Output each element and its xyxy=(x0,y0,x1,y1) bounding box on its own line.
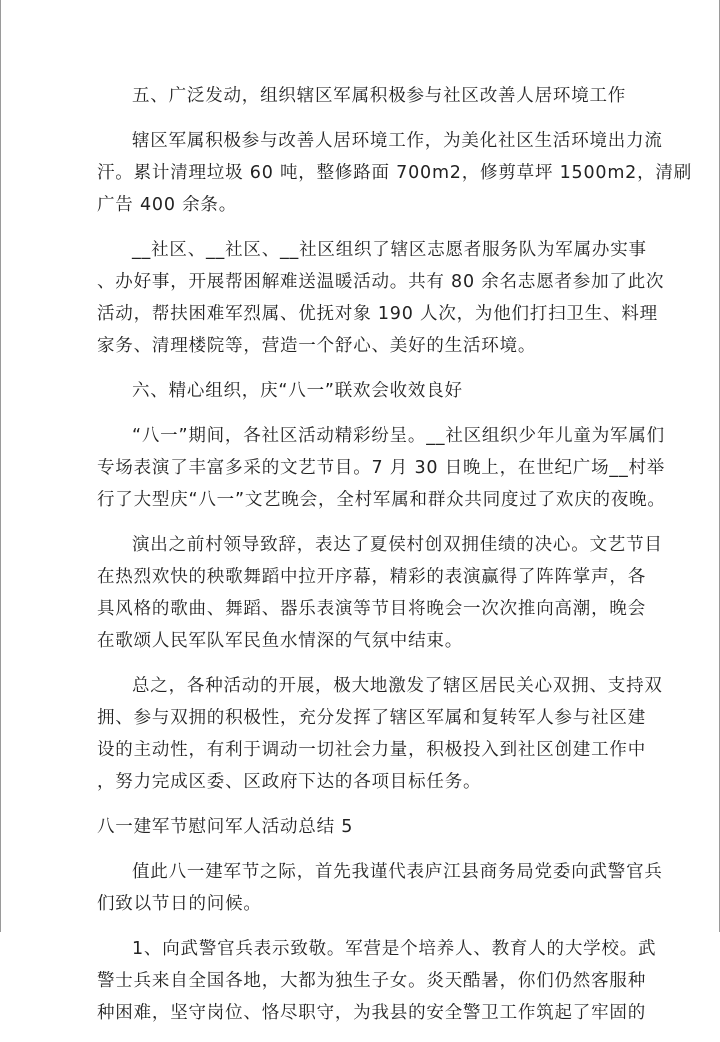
paragraph-greeting xyxy=(97,856,663,920)
text-line: 们致以节日的问候。 xyxy=(97,894,262,914)
text-line: 八一建军节慰问军人活动总结 5 xyxy=(97,817,354,837)
text-line: 家务、清理楼院等，营造一个舒心、美好的生活环境。 xyxy=(97,336,537,356)
paragraph-tribute xyxy=(97,933,657,1029)
text-line: “八一”期间，各社区活动精彩纷呈。__社区组织少年儿童为军属们 xyxy=(132,426,665,446)
text-line: 汗。累计清理垃圾 60 吨，整修路面 700m2，修剪草坪 1500m2，清刷 xyxy=(97,163,693,183)
paragraph-environment xyxy=(97,125,693,221)
text-line: 五、广泛发动，组织辖区军属积极参与社区改善人居环境工作 xyxy=(132,86,627,106)
text-line: 在歌颂人民军队军民鱼水情深的气氛中结束。 xyxy=(97,631,463,651)
section-heading-5 xyxy=(97,80,637,112)
document-body xyxy=(97,80,693,1042)
paragraph-conclusion xyxy=(97,670,663,798)
text-line: 值此八一建军节之际，首先我谨代表庐江县商务局党委向武警官兵 xyxy=(132,862,663,882)
paragraph-performances xyxy=(97,420,666,516)
text-line: 具风格的歌曲、舞蹈、器乐表演等节目将晚会一次次推向高潮，晚会 xyxy=(97,599,646,619)
text-line: 广告 400 余条。 xyxy=(97,195,238,215)
text-line: 总之，各种活动的开展，极大地激发了辖区居民关心双拥、支持双 xyxy=(132,676,663,696)
text-line: 辖区军属积极参与改善人居环境工作，为美化社区生活环境出力流 xyxy=(132,131,663,151)
paragraph-gala xyxy=(97,529,663,657)
text-line: 警士兵来自全国各地，大都为独生子女。炎天酷暑，你们仍然客服种 xyxy=(97,971,646,991)
text-line: 、办好事，开展帮困解难送温暖活动。共有 80 余名志愿者参加了此次 xyxy=(97,272,665,292)
text-line: 设的主动性，有利于调动一切社会力量，积极投入到社区创建工作中 xyxy=(97,740,646,760)
text-line: 活动，帮扶困难军烈属、优抚对象 190 人次，为他们打扫卫生、料理 xyxy=(97,304,658,324)
text-line: 1、向武警官兵表示致敬。军营是个培养人、教育人的大学校。武 xyxy=(132,939,657,959)
text-line: ，努力完成区委、区政府下达的各项目标任务。 xyxy=(97,772,482,792)
text-line: 演出之前村领导致辞，表达了夏侯村创双拥佳绩的决心。文艺节目 xyxy=(132,535,663,555)
text-line: 拥、参与双拥的积极性，充分发挥了辖区军属和复转军人参与社区建 xyxy=(97,708,646,728)
text-line: 六、精心组织，庆“八一”联欢会收效良好 xyxy=(132,381,463,401)
article-title xyxy=(97,811,637,843)
text-line: 种困难，坚守岗位、恪尽职守，为我县的安全警卫工作筑起了牢固的 xyxy=(97,1003,646,1023)
section-heading-6 xyxy=(97,375,637,407)
text-line: __社区、__社区、__社区组织了辖区志愿者服务队为军属办实事 xyxy=(132,240,647,260)
text-line: 在热烈欢快的秧歌舞蹈中拉开序幕，精彩的表演赢得了阵阵掌声，各 xyxy=(97,567,646,587)
paragraph-volunteers xyxy=(97,234,665,362)
text-line: 行了大型庆“八一”文艺晚会，全村军属和群众共同度过了欢庆的夜晚。 xyxy=(97,490,666,510)
text-line: 专场表演了丰富多采的文艺节目。7 月 30 日晚上，在世纪广场__村举 xyxy=(97,458,666,478)
